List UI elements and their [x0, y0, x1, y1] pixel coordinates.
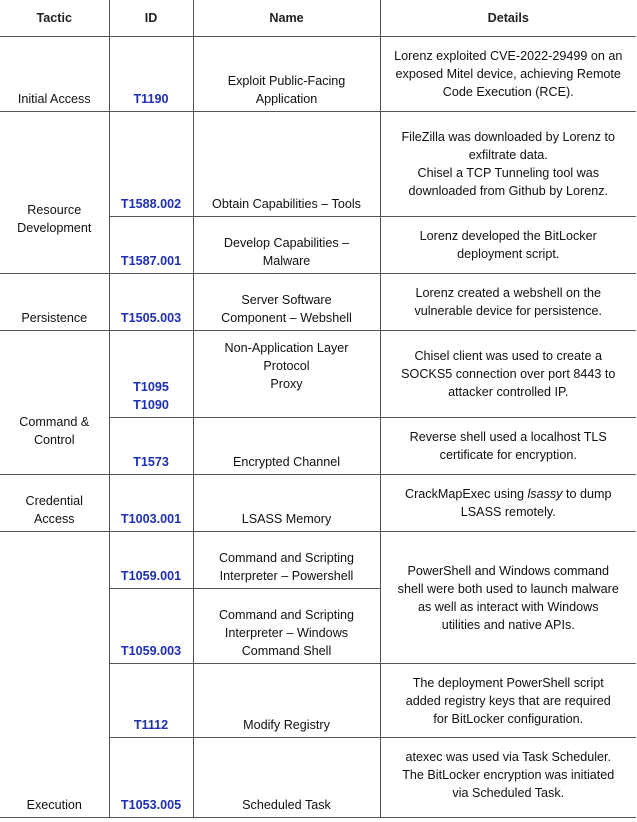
technique-id: T1059.003	[120, 644, 182, 658]
details-text: via Scheduled Task.	[452, 786, 565, 800]
details-text: deployment script.	[457, 247, 560, 261]
tactic-cell	[0, 331, 109, 475]
details-text: Code Execution (RCE).	[442, 85, 574, 99]
details-text: exfiltrate data.	[468, 148, 548, 162]
technique-name: Modify Registry	[243, 718, 330, 732]
details-text: utilities and native APIs.	[441, 617, 575, 632]
id-cell	[109, 217, 193, 274]
id-cell	[109, 475, 193, 532]
technique-id: T1190	[133, 92, 169, 106]
details-cell	[380, 664, 636, 738]
technique-id: T1095	[133, 380, 169, 394]
tactic-text: Initial Access	[17, 92, 91, 106]
details-text: The deployment PowerShell script	[412, 675, 604, 690]
details-text: for BitLocker configuration.	[433, 711, 584, 726]
details-text: atexec was used via Task Scheduler.	[405, 750, 612, 764]
details-text: added registry keys that are required	[405, 693, 611, 708]
technique-id: T1003.001	[120, 512, 182, 526]
technique-name: Application	[255, 92, 318, 106]
tactic-cell	[0, 112, 109, 274]
tactic-text: Control	[33, 433, 75, 447]
details-text: Lorenz developed the BitLocker	[419, 229, 597, 243]
details-text: PowerShell and Windows command	[407, 563, 610, 578]
tactic-text: Resource	[27, 203, 82, 217]
technique-name: Command and Scripting	[218, 608, 355, 622]
technique-id: T1090	[133, 398, 169, 412]
details-text: Chisel client was used to create a	[414, 349, 603, 363]
details-text-part: CrackMapExec using	[404, 487, 528, 501]
technique-name: Encrypted Channel	[232, 455, 341, 469]
technique-name: Scheduled Task	[242, 798, 331, 812]
technique-name: Obtain Capabilities – Tools	[212, 197, 361, 211]
technique-name: Non-Application Layer	[224, 341, 349, 355]
details-text: LSASS remotely.	[460, 505, 556, 519]
table-row	[0, 532, 636, 589]
technique-id: T1053.005	[120, 798, 182, 812]
details-cell	[380, 532, 636, 664]
tactic-text: Access	[33, 512, 75, 526]
technique-name: Interpreter – Powershell	[219, 569, 354, 583]
details-text: Lorenz exploited CVE-2022-29499 on an	[394, 49, 623, 63]
technique-name: Server Software	[241, 293, 332, 307]
details-text: FileZilla was downloaded by Lorenz to	[401, 130, 615, 144]
id-cell	[109, 274, 193, 331]
header-tactic: Tactic	[0, 0, 109, 37]
technique-name: Exploit Public-Facing	[227, 74, 346, 88]
name-cell	[193, 112, 380, 217]
id-cell	[109, 738, 193, 818]
details-text: downloaded from Github by Lorenz.	[408, 184, 609, 198]
details-text: vulnerable device for persistence.	[414, 304, 603, 318]
technique-name: Protocol	[263, 359, 310, 373]
details-text: The BitLocker encryption was initiated	[402, 768, 615, 782]
name-cell	[193, 475, 380, 532]
table-row	[0, 331, 636, 418]
name-cell	[193, 331, 380, 418]
details-text	[385, 485, 633, 503]
details-cell	[380, 738, 636, 818]
tactic-text: Command &	[19, 415, 90, 429]
details-text: Lorenz created a webshell on the	[415, 286, 602, 300]
name-cell	[193, 738, 380, 818]
details-text: Chisel a TCP Tunneling tool was	[417, 166, 600, 180]
tactic-text: Credential	[25, 494, 83, 508]
details-text-italic: lsassy	[527, 487, 563, 501]
details-cell	[380, 331, 636, 418]
name-cell	[193, 37, 380, 112]
technique-name: Develop Capabilities –	[223, 236, 350, 250]
header-id: ID	[109, 0, 193, 37]
name-cell	[193, 217, 380, 274]
id-cell	[109, 418, 193, 475]
header-row	[0, 0, 636, 37]
details-text: Reverse shell used a localhost TLS	[409, 430, 607, 444]
name-cell	[193, 418, 380, 475]
tactic-cell	[0, 475, 109, 532]
technique-name: Malware	[262, 254, 311, 268]
name-cell	[193, 664, 380, 738]
details-text: SOCKS5 connection over port 8443 to	[401, 367, 616, 381]
table-row	[0, 475, 636, 532]
technique-name: Command and Scripting	[218, 551, 355, 565]
tactic-text: Persistence	[21, 311, 88, 325]
technique-name: Component – Webshell	[221, 311, 352, 325]
header-details: Details	[380, 0, 636, 37]
details-cell	[380, 418, 636, 475]
details-cell	[380, 274, 636, 331]
details-cell	[380, 217, 636, 274]
tactic-text: Execution	[26, 798, 82, 812]
details-cell	[380, 112, 636, 217]
technique-id: T1587.001	[120, 254, 182, 268]
id-cell	[109, 37, 193, 112]
technique-id: T1505.003	[120, 311, 182, 325]
technique-id: T1588.002	[120, 197, 182, 211]
id-cell	[109, 664, 193, 738]
table-row	[0, 37, 636, 112]
tactic-cell	[0, 37, 109, 112]
technique-name: Interpreter – Windows	[224, 626, 349, 640]
details-text: attacker controlled IP.	[448, 385, 569, 399]
id-cell	[109, 112, 193, 217]
technique-name: Proxy	[270, 377, 303, 391]
tactic-text: Development	[17, 221, 92, 235]
name-cell	[193, 532, 380, 589]
technique-id: T1112	[133, 718, 169, 732]
name-cell	[193, 589, 380, 664]
name-cell	[193, 274, 380, 331]
id-cell	[109, 589, 193, 664]
technique-name: LSASS Memory	[241, 512, 332, 526]
details-text: as well as interact with Windows	[417, 599, 599, 614]
tactic-cell	[0, 274, 109, 331]
details-text: exposed Mitel device, achieving Remote	[395, 67, 621, 81]
tactic-cell	[0, 532, 109, 818]
header-name: Name	[193, 0, 380, 37]
id-cell	[109, 532, 193, 589]
details-text: certificate for encryption.	[439, 448, 577, 462]
technique-id: T1059.001	[120, 569, 182, 583]
details-text: shell were both used to launch malware	[397, 581, 619, 596]
id-cell	[109, 331, 193, 418]
details-cell	[380, 37, 636, 112]
technique-id: T1573	[133, 455, 169, 469]
details-cell	[380, 475, 636, 532]
table-row	[0, 274, 636, 331]
technique-name: Command Shell	[241, 644, 332, 658]
details-text-part: to dump	[562, 487, 612, 501]
table-row	[0, 112, 636, 217]
